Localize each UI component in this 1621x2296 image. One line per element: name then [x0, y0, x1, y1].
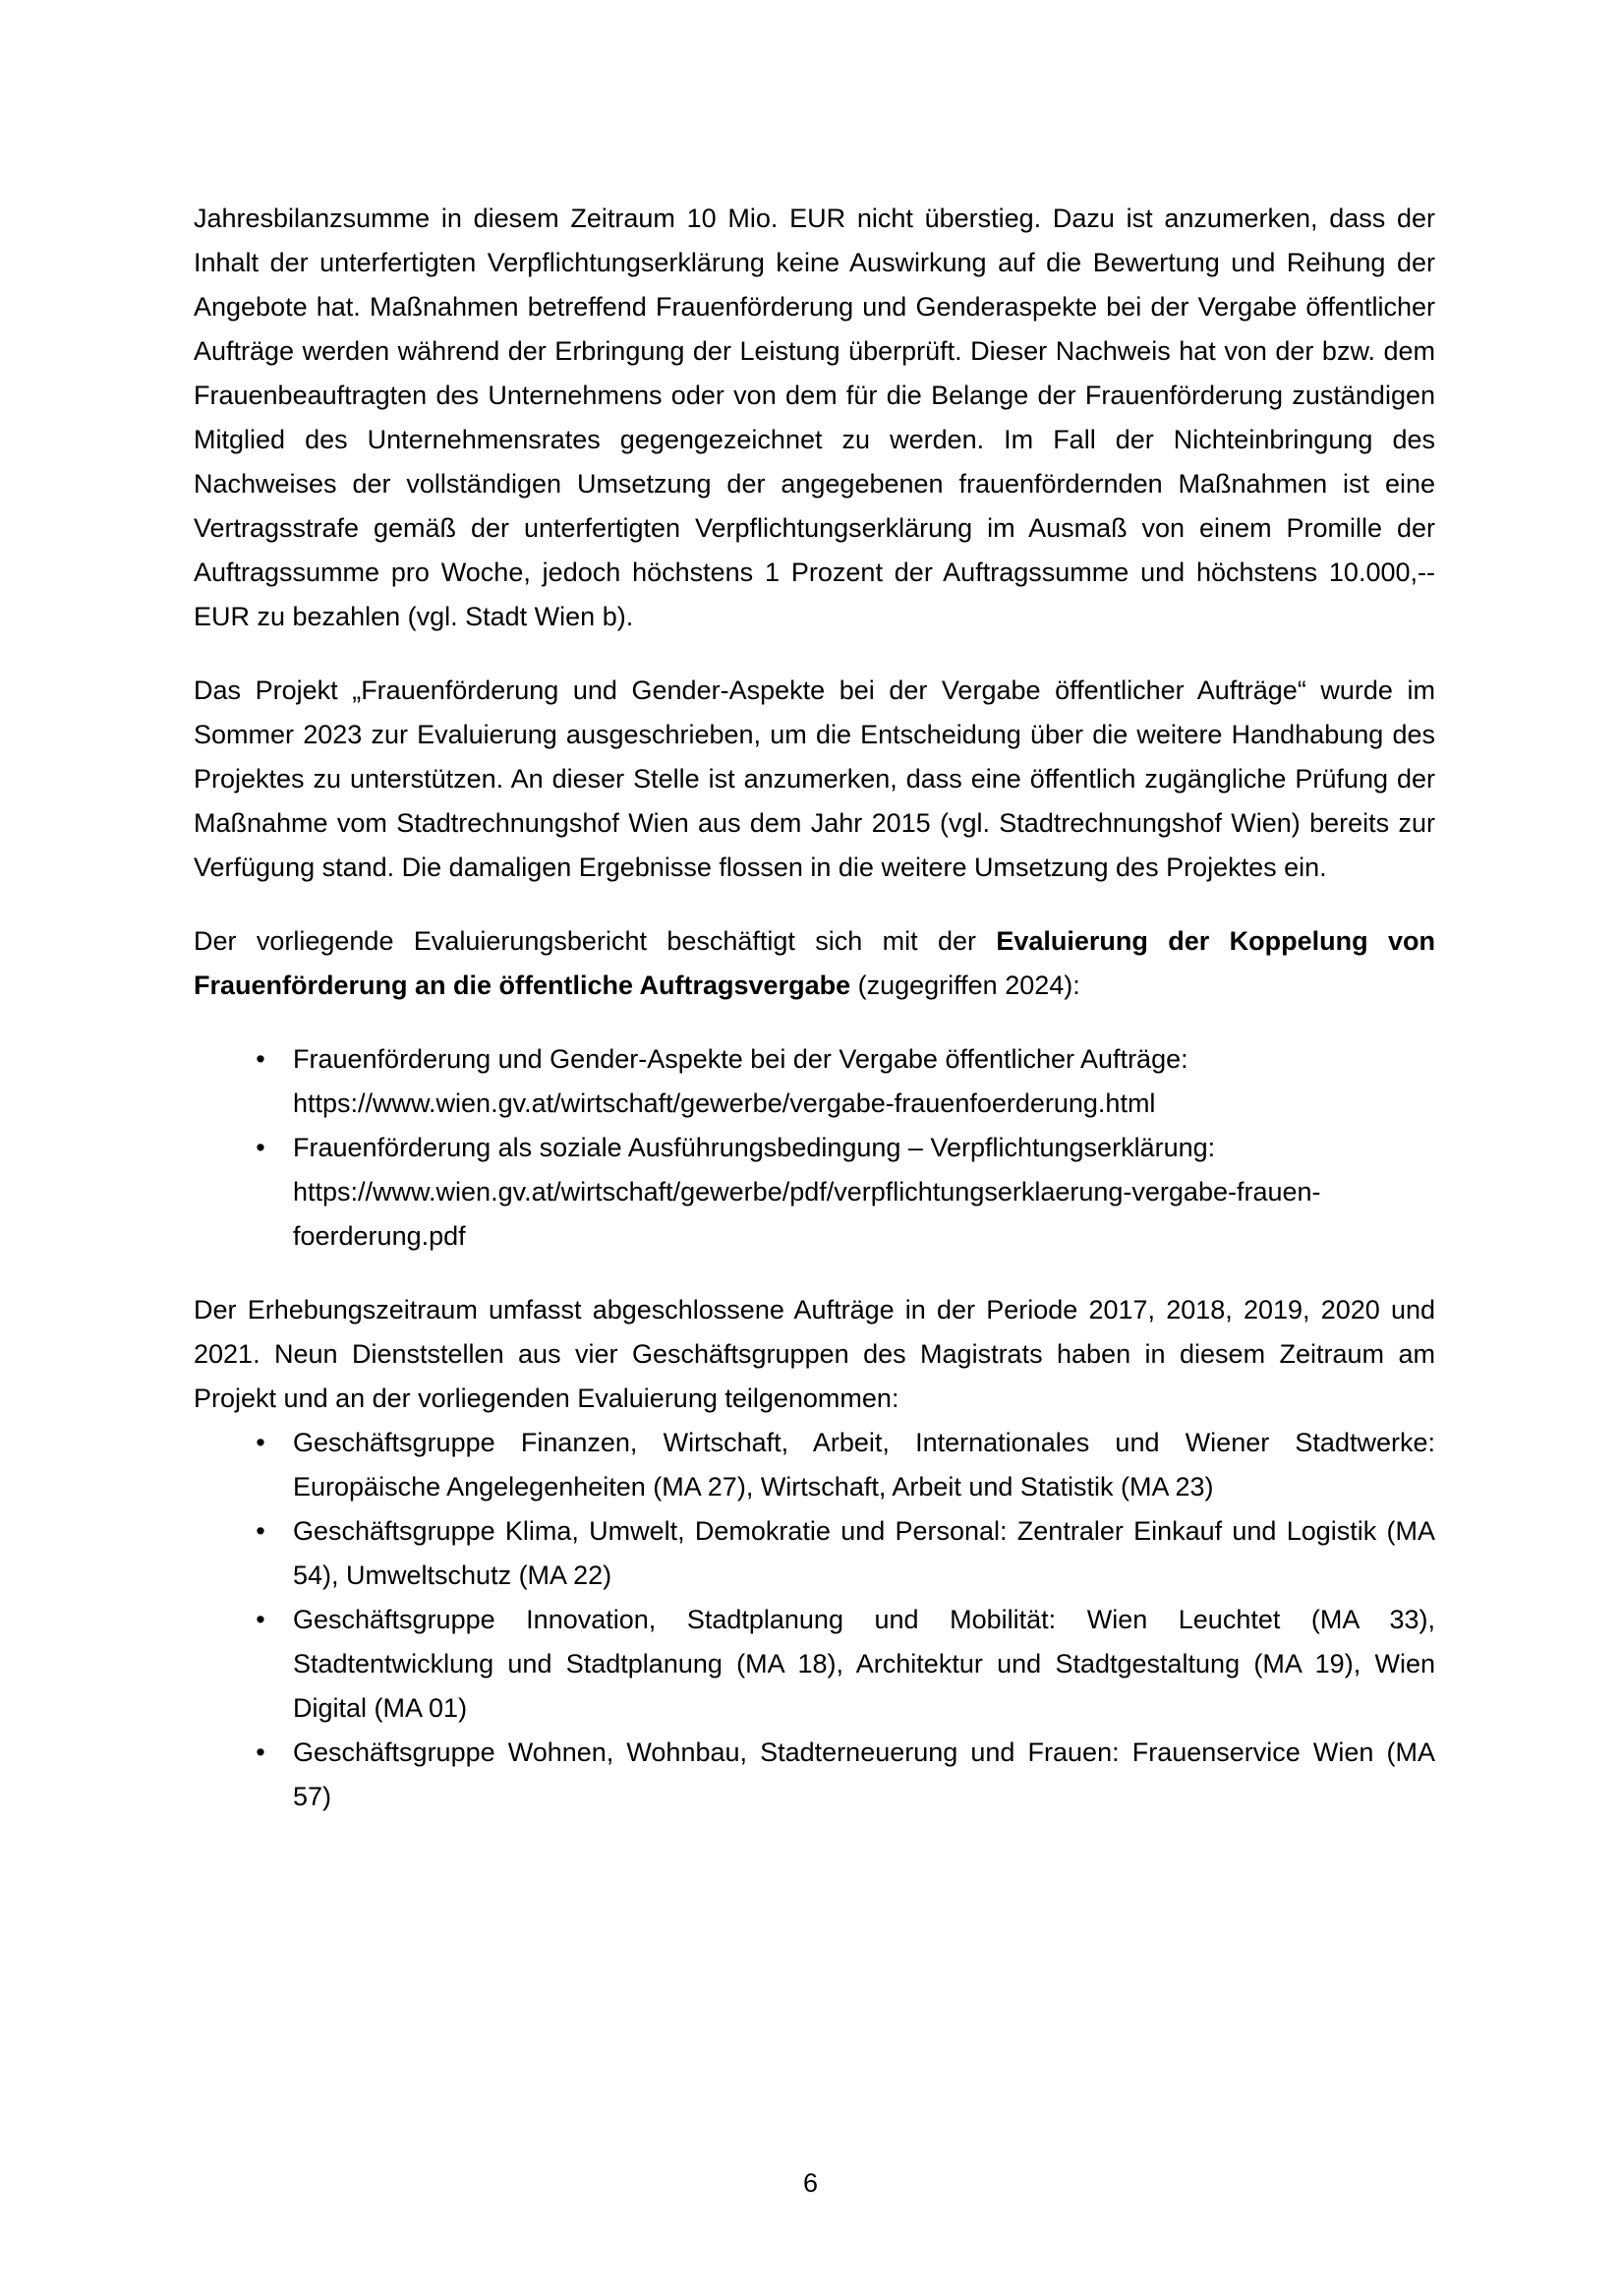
- list-item: [194, 1037, 1435, 1126]
- bullet-icon: •: [256, 1516, 265, 1546]
- paragraph-evaluation-context: Jahresbilanzsumme in diesem Zeitraum 10 Mio. EUR nicht überstieg. Dazu ist anzumerken, dass der Inhalt der unterfertigten Verpflichtungserklärung keine Auswirkung auf die Bewertung und Reihung der Angebote hat. Maßnahmen betreffend Frauenförderung und Genderaspekte bei der Vergabe öffentlicher Aufträge werden während der Erbringung der Leistung überprüft. Dieser Nachweis hat von der bzw. dem Frauenbeauftragten des Unternehmens oder von dem für die Belange der Frauenförderung zuständigen Mitglied des Unternehmensrates gegengezeichnet zu werden. Im Fall der Nichteinbringung des Nachweises der vollständigen Umsetzung der angegebenen frauenfördernden Maßnahmen ist eine Vertragsstrafe gemäß der unterfertigten Verpflichtungserklärung im Ausmaß von einem Promille der Auftragssumme pro Woche, jedoch höchstens 1 Prozent der Auftragssumme und höchstens 10.000,-- EUR zu bezahlen (vgl. Stadt Wien b).: [194, 204, 1435, 631]
- link-label: Frauenförderung und Gender-Aspekte bei der Vergabe öffentlicher Aufträge:: [293, 1044, 1188, 1074]
- groups-list: [194, 1421, 1435, 1819]
- group-text: Geschäftsgruppe Innovation, Stadtplanung und Mobilität: Wien Leuchtet (MA 33), Stadtentwicklung und Stadtplanung (MA 18), Architektur und Stadtgestaltung (MA 19), Wien Digital (MA 01): [293, 1605, 1435, 1723]
- paragraph-project-description: Das Projekt „Frauenförderung und Gender-Aspekte bei der Vergabe öffentlicher Aufträge“ wurde im Sommer 2023 zur Evaluierung ausgeschrieben, um die Entscheidung über die weitere Handhabung des Projektes zu unterstützen. An dieser Stelle ist anzumerken, dass eine öffentlich zugängliche Prüfung der Maßnahme vom Stadtrechnungshof Wien aus dem Jahr 2015 (vgl. Stadtrechnungshof Wien) bereits zur Verfügung stand. Die damaligen Ergebnisse flossen in die weitere Umsetzung des Projektes ein.: [194, 676, 1435, 882]
- links-list: [194, 1037, 1435, 1259]
- list-item: [194, 1421, 1435, 1509]
- bullet-icon: •: [256, 1737, 265, 1767]
- bullet-icon: •: [256, 1605, 265, 1634]
- paragraph-survey-period: Der Erhebungszeitraum umfasst abgeschlossene Aufträge in der Periode 2017, 2018, 2019, 2020 und 2021. Neun Dienststellen aus vier Geschäftsgruppen des Magistrats haben in diesem Zeitraum am Projekt und an der vorliegenden Evaluierung teilgenommen:: [194, 1295, 1435, 1413]
- page-body: [194, 197, 1435, 1819]
- page-number: 6: [802, 2168, 819, 2198]
- link-url-continuation[interactable]: foerderung.pdf: [293, 1221, 466, 1251]
- link-url[interactable]: https://www.wien.gv.at/wirtschaft/gewerbe/pdf/verpflichtungserklaerung-vergabe-frauen-: [293, 1177, 1321, 1207]
- group-text: Geschäftsgruppe Wohnen, Wohnbau, Stadterneuerung und Frauen: Frauenservice Wien (MA 57): [293, 1737, 1435, 1811]
- bullet-icon: •: [256, 1428, 265, 1457]
- list-item: [194, 1598, 1435, 1731]
- list-item: [194, 1731, 1435, 1819]
- report-focus-bold: Evaluierung der Koppelung von Frauenförderung an die öffentliche Auftragsvergabe: [194, 926, 1435, 1000]
- paragraph-report-focus: [194, 919, 1435, 1008]
- report-focus-intro: Der vorliegende Evaluierungsbericht beschäftigt sich mit der: [194, 926, 997, 956]
- list-item: [194, 1509, 1435, 1598]
- group-text: Geschäftsgruppe Finanzen, Wirtschaft, Arbeit, Internationales und Wiener Stadtwerke: Europäische Angelegenheiten (MA 27), Wirtschaft, Arbeit und Statistik (MA 23): [293, 1428, 1435, 1501]
- report-focus-outro: (zugegriffen 2024):: [850, 971, 1080, 1000]
- list-item: [194, 1126, 1435, 1259]
- link-label: Frauenförderung als soziale Ausführungsbedingung – Verpflichtungserklärung:: [293, 1133, 1216, 1162]
- link-url[interactable]: https://www.wien.gv.at/wirtschaft/gewerbe/vergabe-frauenfoerderung.html: [293, 1089, 1156, 1118]
- bullet-icon: •: [256, 1044, 265, 1074]
- bullet-icon: •: [256, 1133, 265, 1162]
- group-text: Geschäftsgruppe Klima, Umwelt, Demokratie und Personal: Zentraler Einkauf und Logistik (MA 54), Umweltschutz (MA 22): [293, 1516, 1435, 1590]
